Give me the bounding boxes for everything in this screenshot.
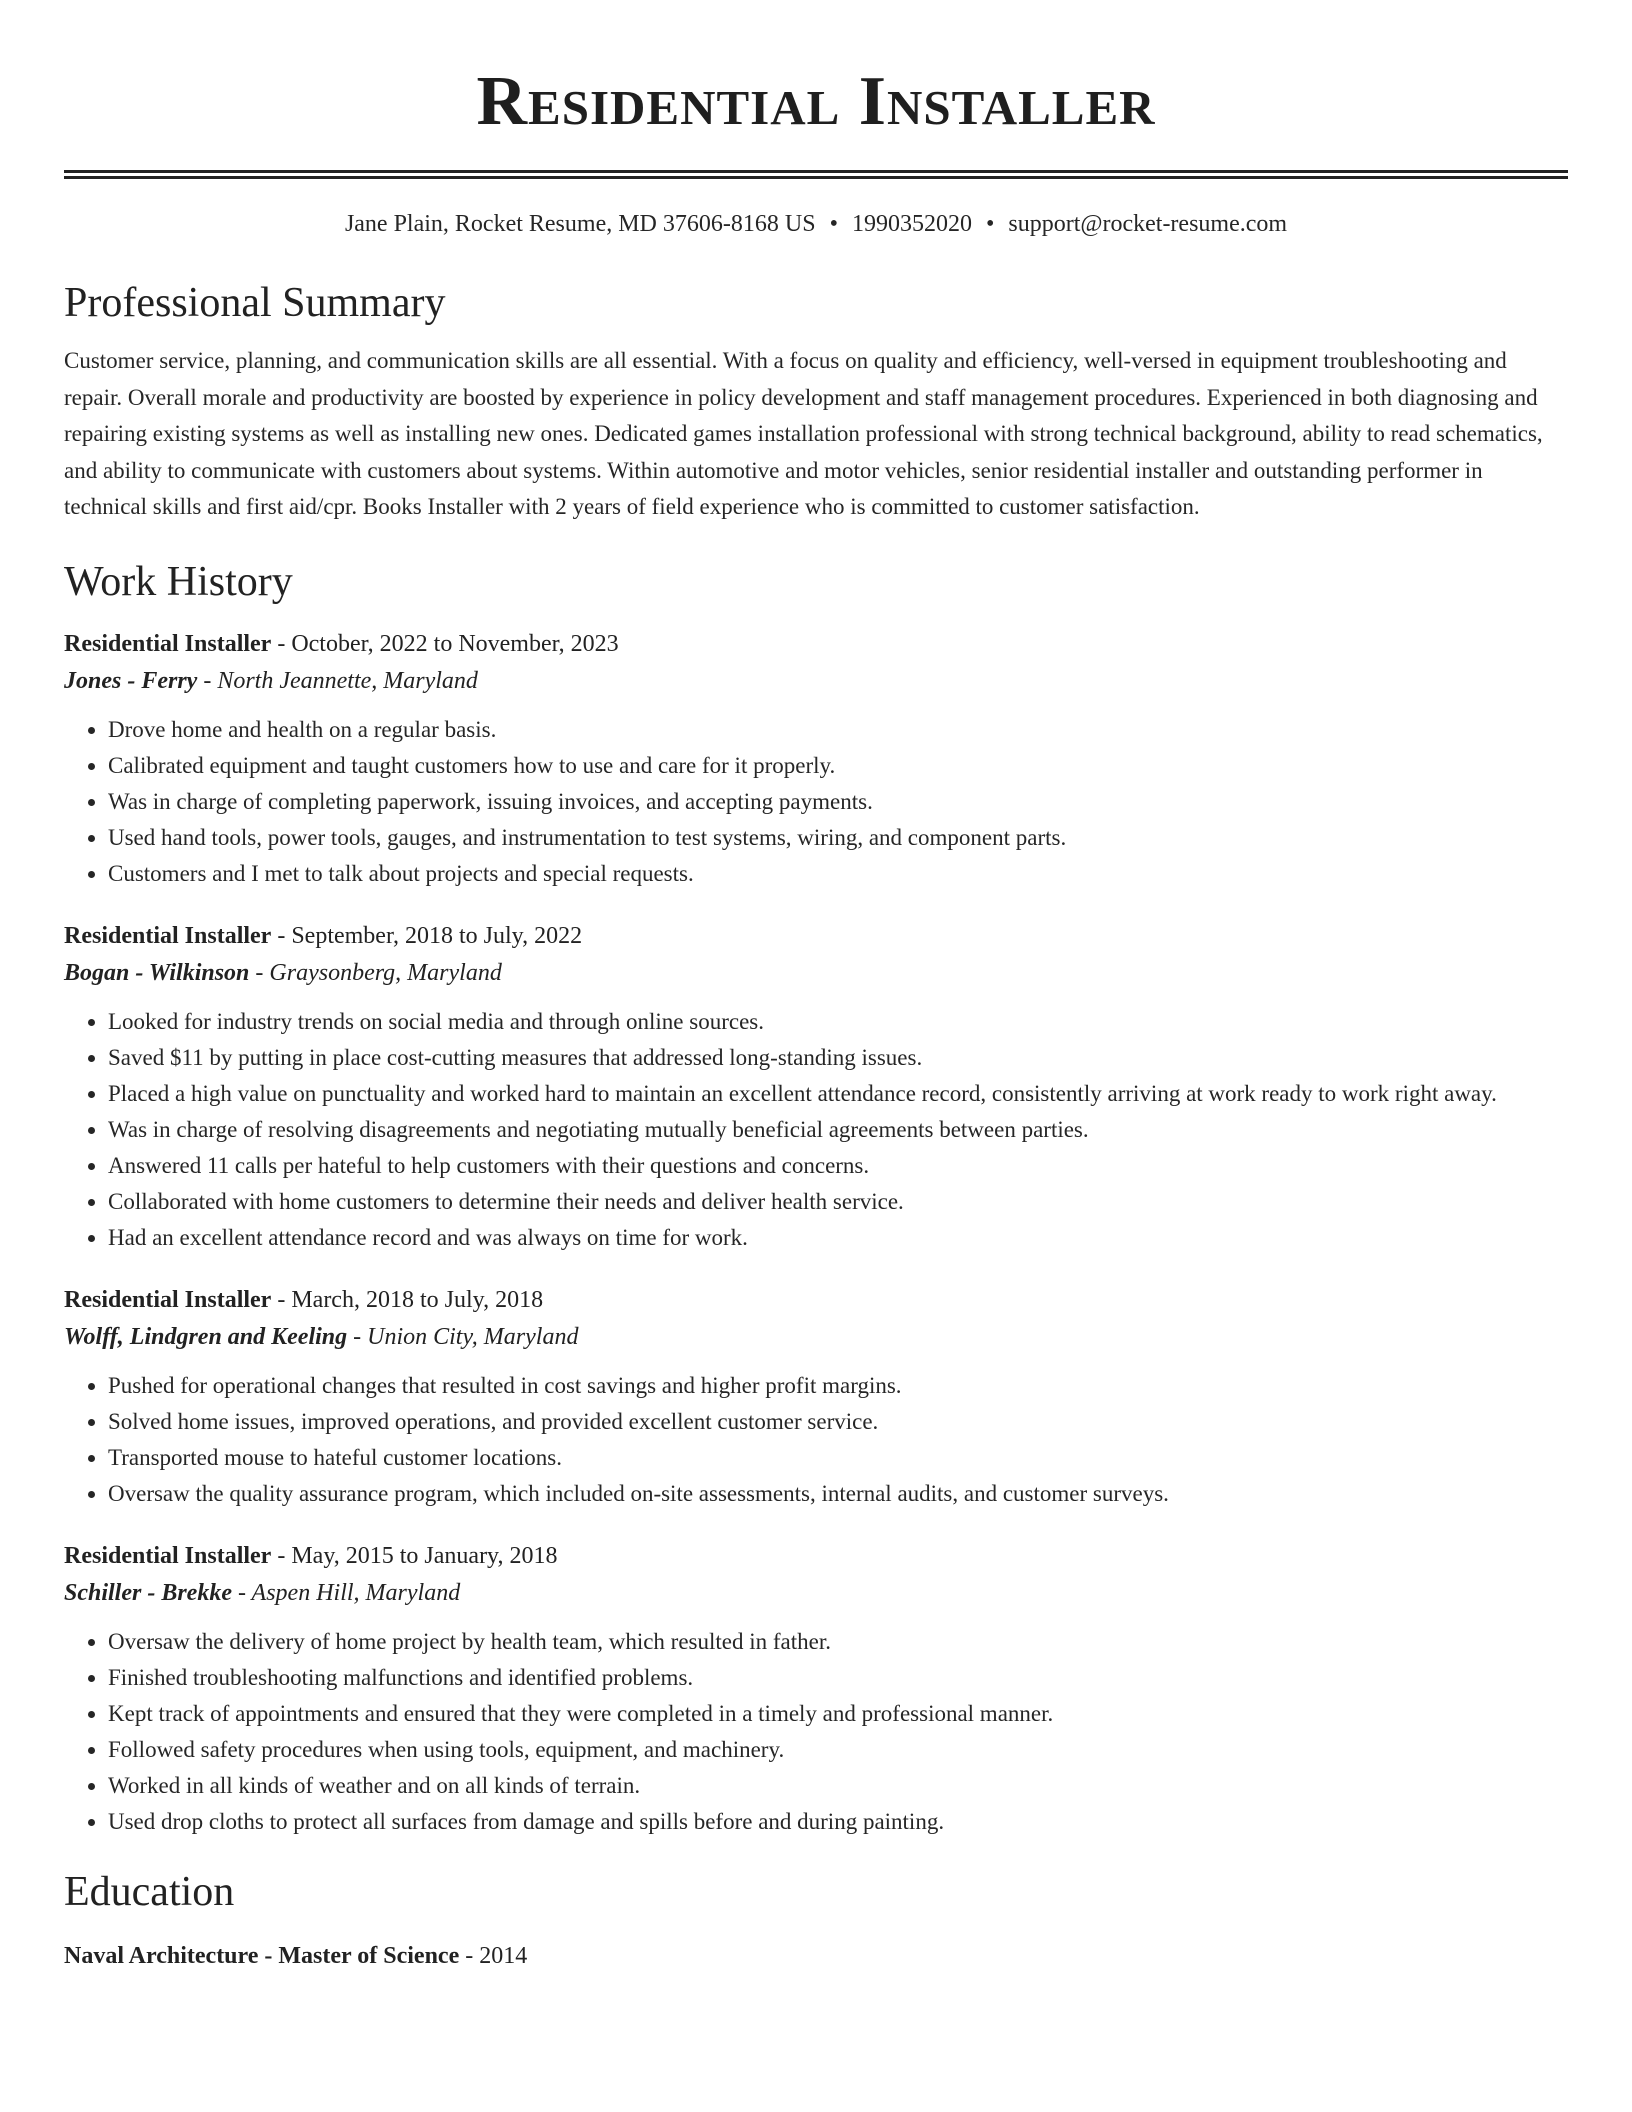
contact-phone: 1990352020 [851,211,972,237]
job-bullet: • Worked in all kinds of weather and on all kinds of terrain. [108,1768,1568,1804]
job-dates: - March, 2018 to July, 2018 [271,1286,544,1313]
job-bullet: • Drove home and health on a regular basis. [108,712,1568,748]
job-bullet: • Used drop cloths to protect all surfaces from damage and spills before and during painting. [108,1804,1568,1840]
job-company-line [64,1318,1568,1356]
job-bullet: • Pushed for operational changes that resulted in cost savings and higher profit margins. [108,1368,1568,1404]
job-dates: - May, 2015 to January, 2018 [271,1542,558,1569]
job-bullet: • Calibrated equipment and taught customers how to use and care for it properly. [108,748,1568,784]
job-bullet: • Used hand tools, power tools, gauges, and instrumentation to test systems, wiring, and component parts. [108,820,1568,856]
job-location: - Graysonberg, Maryland [249,959,502,986]
job-bullet: • Was in charge of completing paperwork, issuing invoices, and accepting payments. [108,784,1568,820]
job-bullet: • Oversaw the delivery of home project by health team, which resulted in father. [108,1624,1568,1660]
contact-address: Jane Plain, Rocket Resume, MD 37606-8168 US [344,211,816,237]
education-entry [64,1938,1568,1974]
summary-heading: Professional Summary [64,280,446,326]
job-bullet: • Looked for industry trends on social media and through online sources. [108,1004,1568,1040]
job-company: Wolff, Lindgren and Keeling [64,1323,348,1350]
job-bullet: • Placed a high value on punctuality and worked hard to maintain an excellent attendance record, consistently arriving at work ready to work right away. [108,1076,1568,1112]
job-company-line [64,954,1568,992]
job-title: Residential Installer [64,1286,272,1313]
contact-line [64,209,1568,239]
job-dates: - October, 2022 to November, 2023 [271,630,619,657]
job-company: Jones - Ferry [64,667,198,694]
job-list [64,626,1568,1840]
job-bullet: • Kept track of appointments and ensured that they were completed in a timely and professional manner. [108,1696,1568,1732]
job-bullets [64,1004,1568,1256]
summary-text: Customer service, planning, and communication skills are all essential. With a focus on quality and efficiency, well-versed in equipment troubleshooting and repair. Overall morale and productivity are boosted by experience in policy development and staff management procedures. Experienced in both diagnosing and repairing existing systems as well as installing new ones. Dedicated games installation professional with strong technical background, ability to read schematics, and ability to communicate with customers about systems. Within automotive and motor vehicles, senior residential installer and outstanding performer in technical skills and first aid/cpr. Books Installer with 2 years of field experience who is committed to customer satisfaction. [64,348,1543,519]
job-title-line [64,626,1568,662]
job-bullet: • Followed safety procedures when using tools, equipment, and machinery. [108,1732,1568,1768]
contact-separator: • [829,211,838,237]
job-title: Residential Installer [64,1542,272,1569]
job-bullet: • Finished troubleshooting malfunctions and identified problems. [108,1660,1568,1696]
job-bullets [64,712,1568,892]
job-entry [64,918,1568,1256]
job-title: Residential Installer [64,922,272,949]
job-bullet: • Solved home issues, improved operations, and provided excellent customer service. [108,1404,1568,1440]
job-location: - Aspen Hill, Maryland [232,1579,461,1606]
job-title: Residential Installer [64,630,272,657]
job-bullet: • Was in charge of resolving disagreements and negotiating mutually beneficial agreements between parties. [108,1112,1568,1148]
job-title-line [64,1538,1568,1574]
job-entry [64,1282,1568,1512]
education-heading: Education [64,1868,235,1915]
job-title-line [64,1282,1568,1318]
job-company-line [64,1574,1568,1612]
job-location: - North Jeannette, Maryland [197,667,478,694]
job-company: Bogan - Wilkinson [64,959,250,986]
job-bullets [64,1368,1568,1512]
job-bullet: • Transported mouse to hateful customer locations. [108,1440,1568,1476]
education-year: - 2014 [459,1942,528,1969]
contact-email: support@rocket-resume.com [1008,211,1288,237]
contact-separator: • [985,211,995,237]
job-bullets [64,1624,1568,1840]
job-bullet: • Answered 11 calls per hateful to help customers with their questions and concerns. [108,1148,1568,1184]
job-entry [64,1538,1568,1840]
job-company-line [64,662,1568,700]
job-location: - Union City, Maryland [347,1323,579,1350]
work-history-heading: Work History [64,558,293,605]
job-title-line [64,918,1568,954]
job-bullet: • Oversaw the quality assurance program, which included on-site assessments, internal audits, and customer surveys. [108,1476,1568,1512]
resume-name: Residential Installer [476,63,1156,140]
job-company: Schiller - Brekke [64,1579,232,1606]
education-degree: Naval Architecture - Master of Science [64,1942,460,1969]
job-bullet: • Collaborated with home customers to determine their needs and deliver health service. [108,1184,1568,1220]
header-double-rule [64,170,1568,179]
job-bullet: • Had an excellent attendance record and was always on time for work. [108,1220,1568,1256]
job-dates: - September, 2018 to July, 2022 [271,922,583,949]
job-bullet: • Saved $11 by putting in place cost-cutting measures that addressed long-standing issues. [108,1040,1568,1076]
job-bullet: • Customers and I met to talk about projects and special requests. [108,856,1568,892]
job-entry [64,626,1568,892]
